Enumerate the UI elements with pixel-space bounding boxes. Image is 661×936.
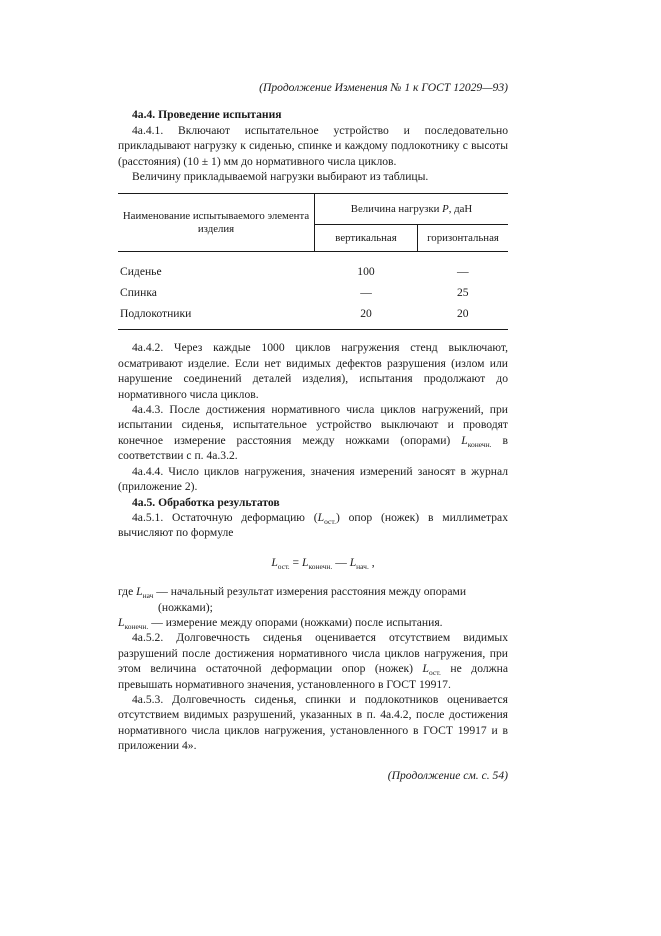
paragraph-4a44: 4а.4.4. Число циклов нагружения, значения измерений заносят в журнал (приложение 2).	[118, 464, 508, 494]
paragraph-4a52: 4а.5.2. Долговечность сиденья оценивается отсутствием видимых разрушений после достижения нормативного числа циклов нагружения, при этом величина остаточной деформации опор (ножек) $L_{ост.}$ не должна превышать нормативного значения, установленного в ГОСТ 19917.	[118, 631, 508, 691]
row-horizontal: 25	[456, 286, 469, 300]
row-horizontal: —	[456, 265, 469, 279]
table-header-load: Величина нагрузки P, даН	[315, 194, 509, 225]
formula-where-initial: где $L_{нач}$ — начальный результат измерения расстояния между опорами (ножками);	[118, 585, 467, 614]
row-name: Подлокотники	[118, 303, 315, 330]
paragraph-4a42: 4а.4.2. Через каждые 1000 циклов нагружения стенд выключают, осматривают изделие. Если нет видимых дефектов разрушения (излом или нарушение соединений деталей изделия), испытания продолжают до нормативного числа циклов.	[118, 341, 508, 401]
table-row	[118, 303, 508, 330]
row-vertical: 20	[315, 303, 418, 330]
row-name: Спинка	[120, 286, 157, 300]
row-name: Сиденье	[120, 265, 162, 279]
table-row	[118, 282, 508, 303]
row-horizontal: 20	[418, 303, 509, 330]
row-vertical: 100	[357, 265, 375, 279]
page-footer: (Продолжение см. с. 54)	[387, 768, 508, 782]
formula-where-final: $L_{конечн.}$ — измерение между опорами (ножками) после испытания.	[118, 615, 443, 631]
table-row	[118, 252, 508, 283]
table-header-element: Наименование испытываемого элемента изделия	[118, 194, 315, 252]
table-header-vertical: вертикальная	[315, 225, 418, 252]
table-header-horizontal: горизонтальная	[418, 225, 509, 252]
paragraph-4a51: 4а.5.1. Остаточную деформацию $(L_{ост.})$ опор (ножек) в миллиметрах вычисляют по формуле	[118, 510, 508, 540]
row-vertical: —	[360, 286, 372, 300]
paragraph-4a41: 4а.4.1. Включают испытательное устройство и последовательно прикладывают нагрузку к сиденью, спинке и каждому подлокотнику с высоты (расстояния) (10 ± 1) мм до нормативного числа циклов.	[118, 123, 508, 168]
paragraph-table-intro: Величину прикладываемой нагрузки выбирают из таблицы.	[132, 170, 429, 184]
section-heading-4a4: 4а.4. Проведение испытания	[132, 108, 282, 122]
paragraph-4a43: 4а.4.3. После достижения нормативного числа циклов нагружений, при испытании сиденья, испытательное устройство выключают и проводят конечное измерение расстояния между ножками (опорами) $L_{конечн.}$ в соответствии с п. 4а.3.2.	[118, 403, 508, 463]
paragraph-4a53: 4а.5.3. Долговечность сиденья, спинки и подлокотников оценивается отсутствием видимых разрушений, указанных в п. 4а.4.2, после достижения нормативного числа циклов нагружения, установленного в ГОСТ 19917 и в приложении 4».	[118, 692, 508, 753]
load-table	[118, 193, 508, 330]
formula: $L_{ост.} = L_{конечн.}$ — $L_{нач.}$ ,	[271, 555, 375, 571]
document-page	[118, 80, 508, 783]
page-header: (Продолжение Изменения № 1 к ГОСТ 12029—93)	[259, 81, 508, 94]
section-heading-4a5: 4а.5. Обработка результатов	[132, 495, 280, 509]
